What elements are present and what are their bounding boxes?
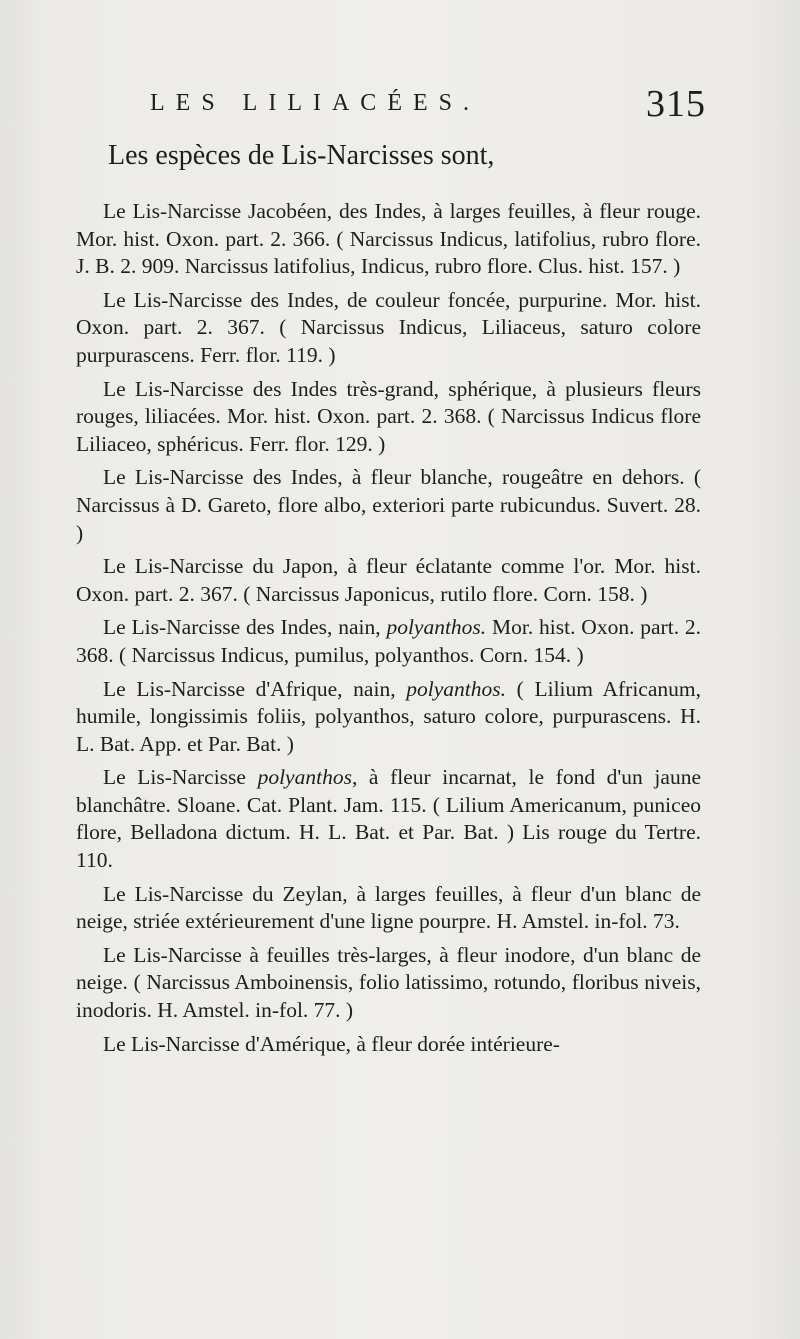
entry-tail: , à fleur incarnat, le fond d'un jaune blanchâtre. Sloane. Cat. Plant. Jam. 115. ( Lilium Americanum, puniceo flore, Belladona dictum. H. L. Bat. et Par. Bat. ) Lis rouge du Tertre. 110. xyxy=(76,765,701,873)
species-entry xyxy=(76,764,701,874)
page-header xyxy=(150,82,710,132)
entry-italic: polyanthos xyxy=(257,765,352,790)
species-entry: Le Lis-Narcisse des Indes, à fleur blanche, rougeâtre en dehors. ( Narcissus à D. Gareto, flore albo, exteriori parte rubicundus. Suvert. 28. ) xyxy=(76,465,701,545)
species-entry: Le Lis-Narcisse d'Amérique, à fleur dorée intérieure- xyxy=(103,1031,560,1056)
entry-lead: Le Lis-Narcisse xyxy=(103,765,246,790)
species-list xyxy=(76,198,701,1064)
species-entry: Le Lis-Narcisse des Indes, de couleur foncée, purpurine. Mor. hist. Oxon. part. 2. 367. ( Narcissus Indicus, Liliaceus, saturo colore purpurascens. Ferr. flor. 119. ) xyxy=(76,287,701,367)
entry-tail: ( Lilium Africanum, humile, longissimis foliis, polyanthos, saturo colore, purpurascens. H. L. Bat. App. et Par. Bat. ) xyxy=(76,676,701,756)
species-entry xyxy=(76,676,701,759)
species-entry: Le Lis-Narcisse à feuilles très-larges, à fleur inodore, d'un blanc de neige. ( Narcissus Amboinensis, folio latissimo, rotundo, floribus niveis, inodoris. H. Amstel. in-fol. 77. ) xyxy=(76,942,701,1023)
entry-italic: polyanthos. xyxy=(386,615,487,640)
species-entry: Le Lis-Narcisse Jacobéen, des Indes, à larges feuilles, à fleur rouge. Mor. hist. Oxon. part. 2. 366. ( Narcissus Indicus, latifolius, rubro flore. J. B. 2. 909. Narcissus latifolius, Indicus, rubro flore. Clus. hist. 157. ) xyxy=(76,199,701,279)
species-entry: Le Lis-Narcisse du Zeylan, à larges feuilles, à fleur d'un blanc de neige, striée extérieurement d'une ligne pourpre. H. Amstel. in-fol. 73. xyxy=(76,881,701,934)
species-entry: Le Lis-Narcisse du Japon, à fleur éclatante comme l'or. Mor. hist. Oxon. part. 2. 367. ( Narcissus Japonicus, rutilo flore. Corn. 158. ) xyxy=(76,554,701,606)
entry-tail: Mor. hist. Oxon. part. 2. 368. ( Narcissus Indicus, pumilus, polyanthos. Corn. 154. ) xyxy=(76,615,702,667)
species-entry: Le Lis-Narcisse des Indes très-grand, sphérique, à plusieurs fleurs rouges, liliacées. Mor. hist. Oxon. part. 2. 368. ( Narcissus Indicus flore Liliaceo, sphéricus. Ferr. flor. 129. ) xyxy=(76,376,701,456)
entry-lead: Le Lis-Narcisse d'Afrique, nain, xyxy=(103,676,396,701)
species-entry xyxy=(76,614,701,669)
page-number: 315 xyxy=(646,83,706,125)
entry-lead: Le Lis-Narcisse des Indes, nain, xyxy=(103,615,381,640)
running-head: LES LILIACÉES. xyxy=(150,90,480,116)
entry-italic: polyanthos. xyxy=(406,676,506,701)
section-title: Les espèces de Lis-Narcisses sont, xyxy=(108,140,495,171)
